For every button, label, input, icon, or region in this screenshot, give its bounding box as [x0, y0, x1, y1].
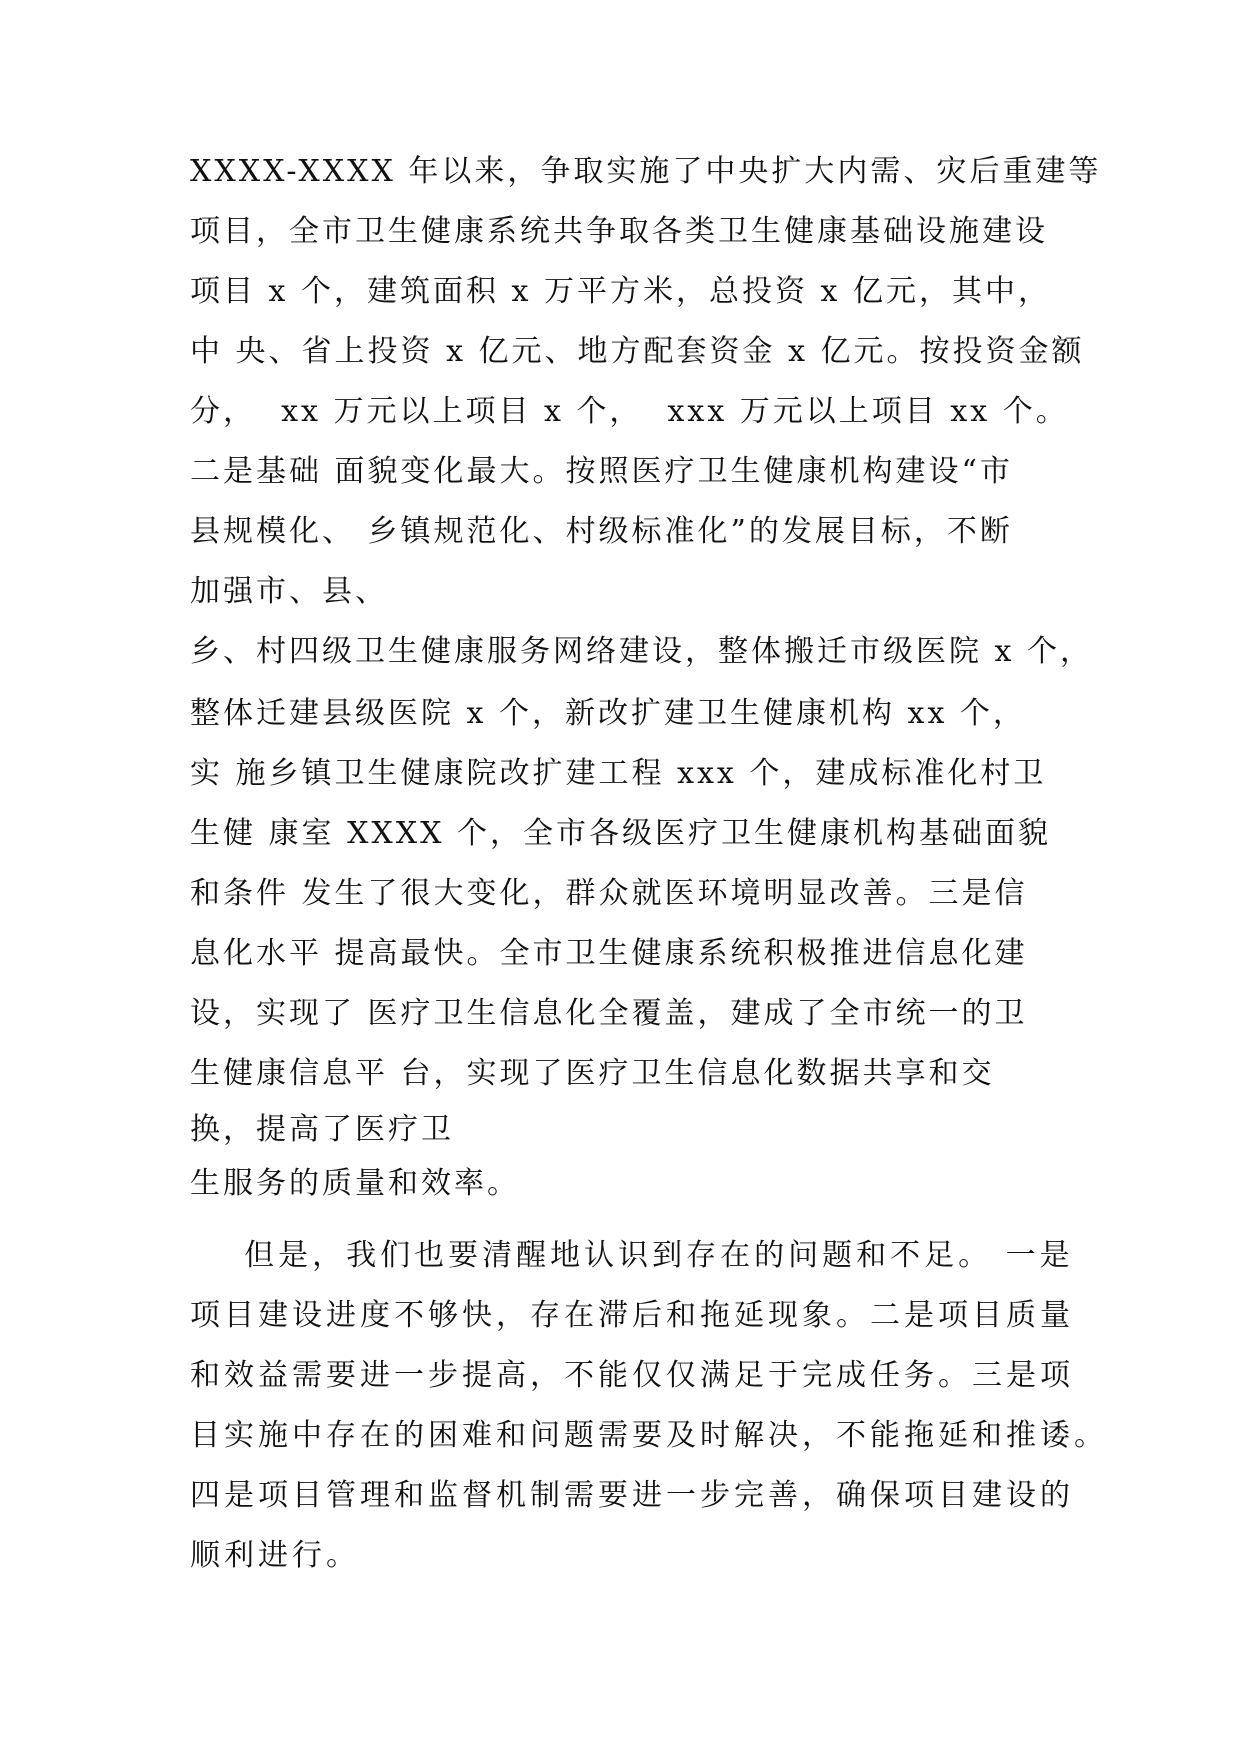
paragraph-1-line: 设，实现了 医疗卫生信息化全覆盖，建成了全市统一的卫 — [190, 996, 1028, 1031]
paragraph-1-line: 生服务的质量和效率。 — [190, 1166, 520, 1201]
paragraph-2-line: 目实施中存在的困难和问题需要及时解决，不能拖延和推诿。 — [190, 1418, 1108, 1453]
paragraph-2-line: 和效益需要进一步提高，不能仅仅满足于完成任务。三是项 — [190, 1358, 1074, 1393]
paragraph-1-line: 项目，全市卫生健康系统共争取各类卫生健康基础设施建设 — [190, 214, 1048, 249]
paragraph-1-line: 整体迁建县级医院 x 个，新改扩建卫生健康机构 xx 个， — [190, 696, 1026, 731]
paragraph-1-line: 换，提高了医疗卫 — [190, 1112, 454, 1147]
paragraph-1-line: 分， xx 万元以上项目 x 个， xxx 万元以上项目 xx 个。 — [190, 394, 1069, 429]
paragraph-1-line: 和条件 发生了很大变化，群众就医环境明显改善。三是信 — [190, 876, 1028, 911]
paragraph-1-line: 二是基础 面貌变化最大。按照医疗卫生健康机构建设“市 — [190, 454, 1013, 489]
paragraph-1-line: 乡、村四级卫生健康服务网络建设，整体搬迁市级医院 x 个， — [190, 634, 1093, 669]
paragraph-1-line: 息化水平 提高最快。全市卫生健康系统积极推进信息化建 — [190, 936, 1028, 971]
paragraph-1-line: 生健 康室 XXXX 个，全市各级医疗卫生健康机构基础面貌 — [190, 816, 1052, 851]
paragraph-1-line: 中 央、省上投资 x 亿元、地方配套资金 x 亿元。按投资金额 — [190, 334, 1085, 369]
paragraph-2-line: 项目建设进度不够快，存在滞后和拖延现象。二是项目质量 — [190, 1298, 1074, 1333]
paragraph-2-line: 顺利进行。 — [190, 1538, 360, 1573]
paragraph-2-line: 但是，我们也要清醒地认识到存在的问题和不足。 一是 — [190, 1238, 1074, 1273]
paragraph-1-line: 加强市、县、 — [190, 574, 388, 609]
paragraph-2-line: 四是项目管理和监督机制需要进一步完善，确保项目建设的 — [190, 1478, 1074, 1513]
paragraph-1-line: 生健康信息平 台，实现了医疗卫生信息化数据共享和交 — [190, 1056, 995, 1091]
paragraph-1-line: 县规模化、 乡镇规范化、村级标准化”的发展目标，不断 — [190, 514, 1013, 549]
paragraph-1-line: 实 施乡镇卫生健康院改扩建工程 xxx 个，建成标准化村卫 — [190, 756, 1047, 791]
paragraph-1-line: 项目 x 个，建筑面积 x 万平方米，总投资 x 亿元，其中， — [190, 274, 1051, 309]
paragraph-1-line: XXXX-XXXX 年以来，争取实施了中央扩大内需、灾后重建等 — [190, 154, 1102, 189]
